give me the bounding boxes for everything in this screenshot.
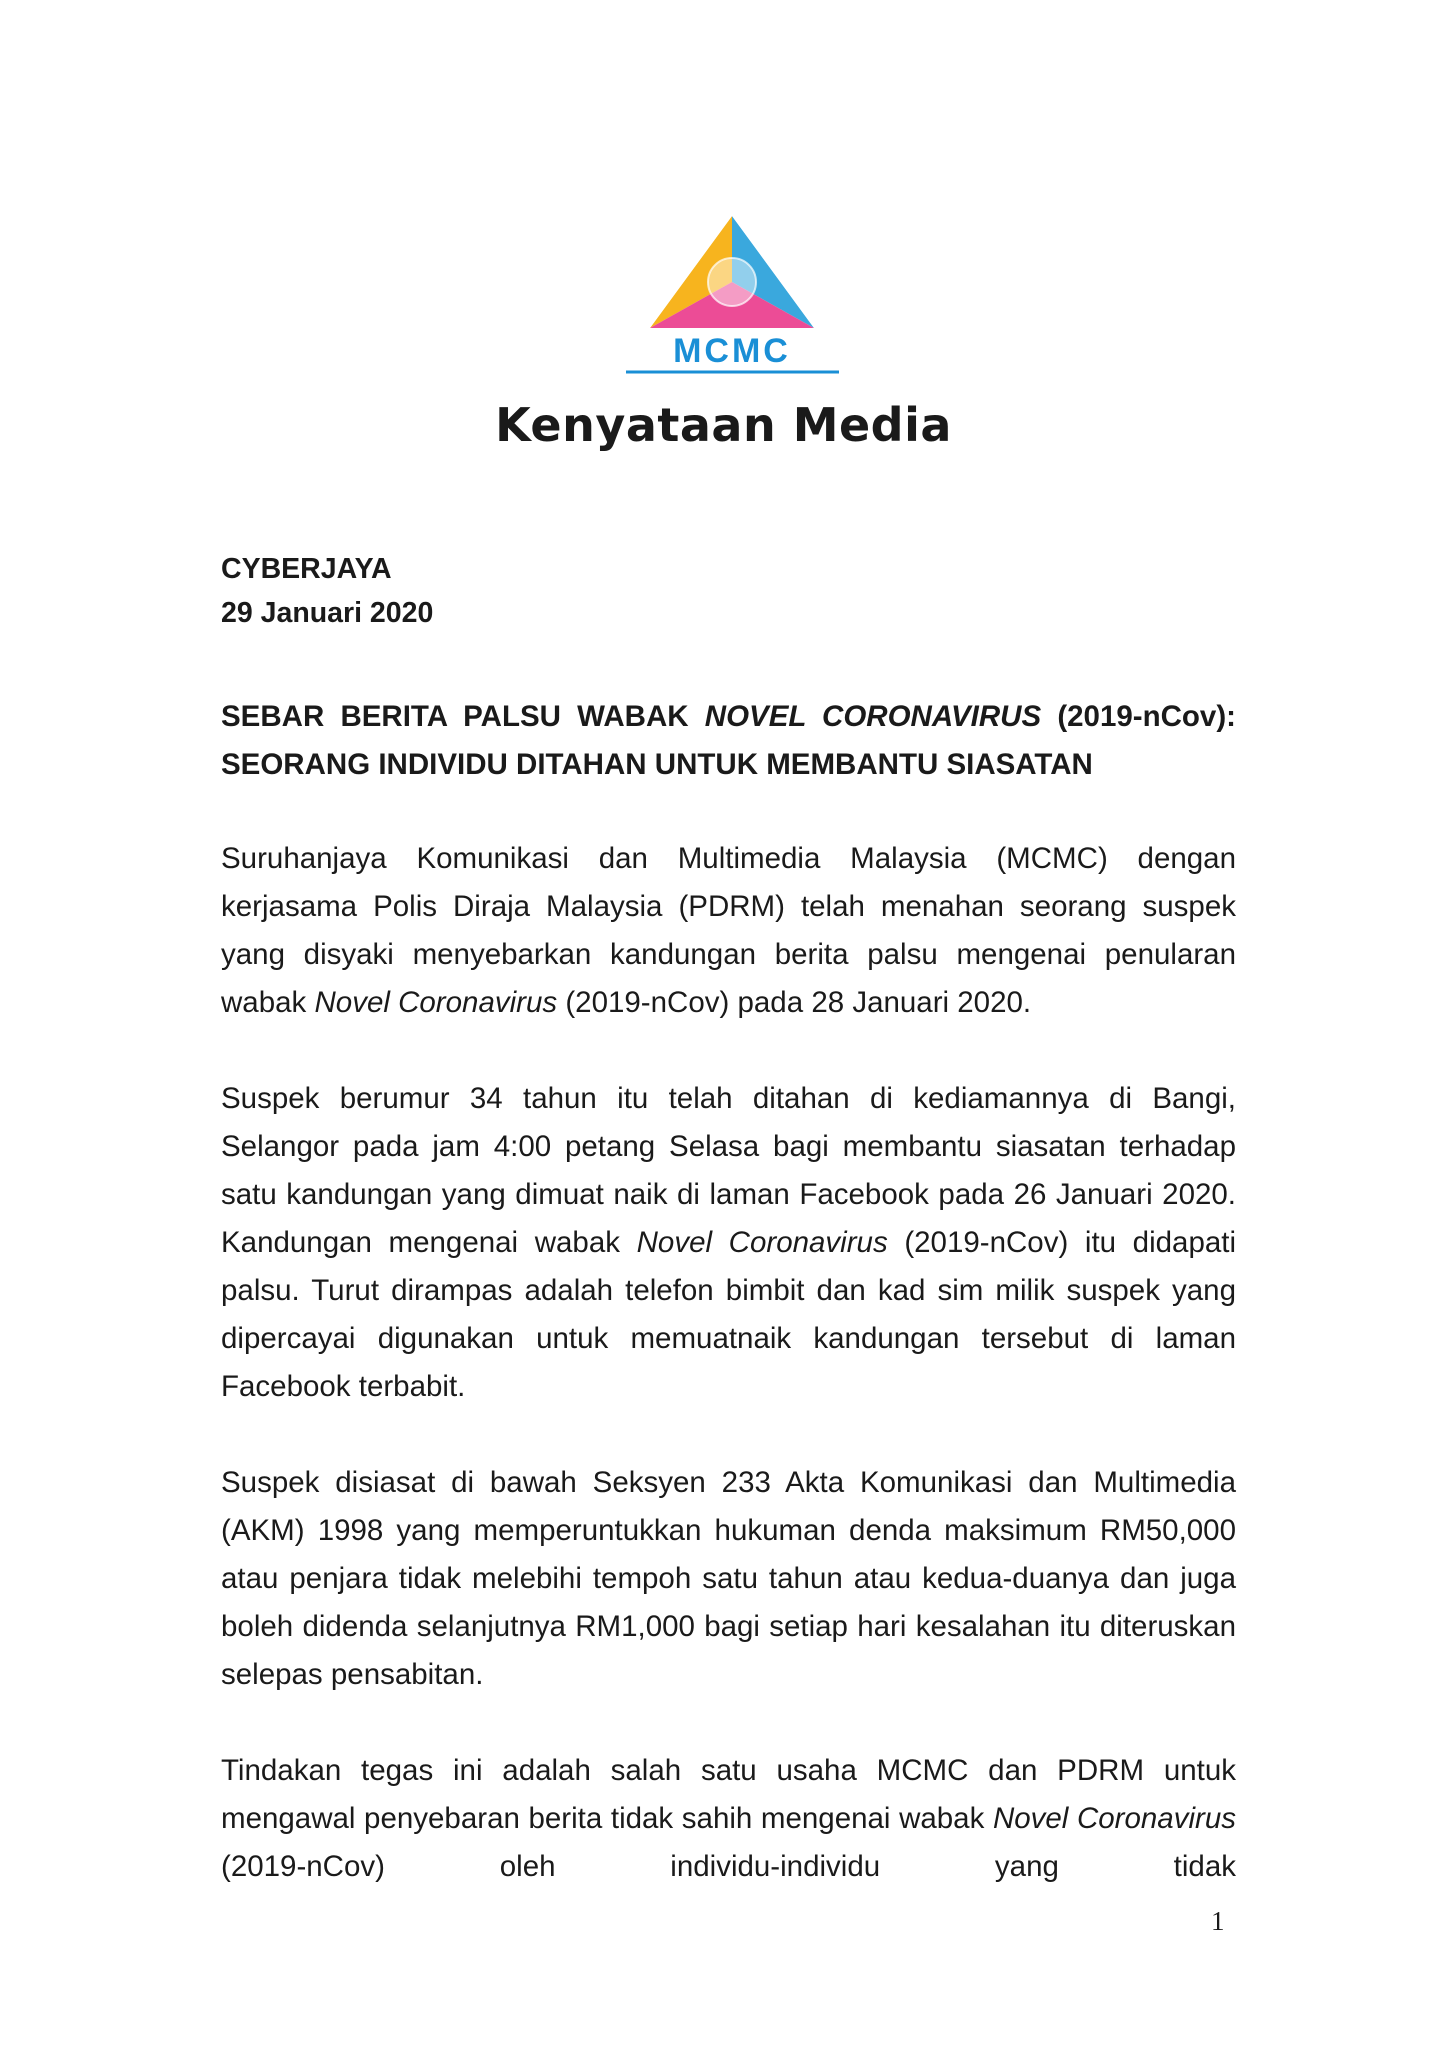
headline-text-suffix: (2019-nCov):: [1041, 700, 1236, 733]
paragraph-text: Tindakan tegas ini adalah salah satu usaha MCMC dan PDRM untuk mengawal penyebaran berita tidak sahih mengenai wabak: [221, 1754, 1236, 1835]
headline-line-2: SEORANG INDIVIDU DITAHAN UNTUK MEMBANTU SIASATAN: [221, 748, 1093, 781]
page-number: 1: [1211, 1906, 1225, 1936]
mcmc-logo-text: MCMC: [673, 332, 791, 370]
paragraph-italic-text: Novel Coronavirus: [636, 1226, 888, 1259]
mcmc-logo: [620, 210, 845, 375]
headline-text: SEBAR BERITA PALSU WABAK: [221, 700, 705, 733]
page-title: Kenyataan Media: [495, 398, 952, 452]
date-label: 29 Januari 2020: [221, 597, 434, 629]
paragraph-1: [221, 835, 1236, 1027]
paragraph-text: (2019-nCov) oleh individu-individu yang tidak: [221, 1850, 1236, 1883]
headline-line-1: [221, 693, 1236, 741]
paragraph-3: Suspek disiasat di bawah Seksyen 233 Akta Komunikasi dan Multimedia (AKM) 1998 yang memperuntukkan hukuman denda maksimum RM50,000 atau penjara tidak melebihi tempoh satu tahun atau kedua-duanya dan juga boleh didenda selanjutnya RM1,000 bagi setiap hari kesalahan itu diteruskan selepas pensabitan.: [221, 1466, 1236, 1691]
paragraph-2: [221, 1075, 1236, 1411]
document-body: [221, 693, 1236, 1891]
paragraph-italic-text: Novel Coronavirus: [992, 1802, 1236, 1835]
paragraph-text: (2019-nCov) itu didapati palsu. Turut dirampas adalah telefon bimbit dan kad sim milik suspek yang dipercayai digunakan untuk memuatnaik kandungan tersebut di laman Facebook terbabit.: [221, 1226, 1237, 1403]
paragraph-4: [221, 1747, 1236, 1891]
mcmc-logo-graphic: [620, 210, 845, 375]
headline-italic-text: NOVEL CORONAVIRUS: [704, 700, 1042, 733]
location-label: CYBERJAYA: [221, 553, 392, 585]
dateline: [221, 547, 433, 635]
paragraph-text: Suspek berumur 34 tahun itu telah ditahan di kediamannya di Bangi, Selangor pada jam 4:00 petang Selasa bagi membantu siasatan terhadap satu kandungan yang dimuat naik di laman Facebook pada 26 Januari 2020. Kandungan mengenai wabak: [221, 1082, 1236, 1259]
paragraph-text: (2019-nCov) pada 28 Januari 2020.: [557, 986, 1032, 1019]
paragraph-text: Suruhanjaya Komunikasi dan Multimedia Malaysia (MCMC) dengan kerjasama Polis Diraja Malaysia (PDRM) telah menahan seorang suspek yang disyaki menyebarkan kandungan berita palsu mengenai penularan wabak: [221, 842, 1236, 1019]
headline: [221, 693, 1236, 789]
paragraph-italic-text: Novel Coronavirus: [314, 986, 558, 1019]
